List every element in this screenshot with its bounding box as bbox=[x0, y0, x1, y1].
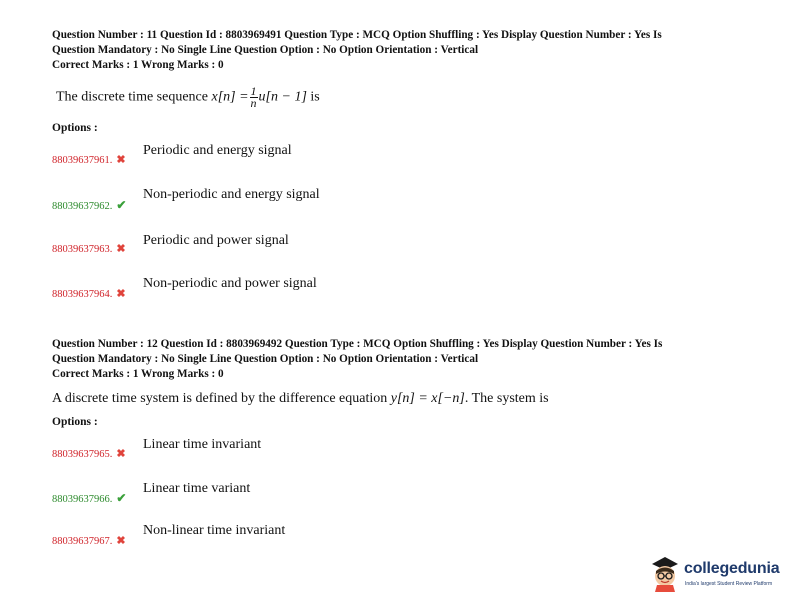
brand-name: collegedunia bbox=[684, 560, 780, 577]
cross-icon: ✖ bbox=[116, 535, 126, 547]
check-icon: ✔ bbox=[116, 198, 127, 212]
fraction bbox=[250, 86, 258, 109]
cross-icon: ✖ bbox=[116, 243, 126, 255]
frac-den: n bbox=[250, 96, 257, 110]
option-id: 88039637967. ✖ bbox=[52, 535, 126, 547]
option-text: Linear time invariant bbox=[143, 437, 262, 452]
question-prefix: A discrete time system is defined by the difference equation bbox=[52, 391, 388, 406]
option-text: Periodic and power signal bbox=[143, 233, 289, 248]
question-suffix: is bbox=[310, 89, 320, 105]
expr-lhs: x[n] = bbox=[211, 89, 249, 105]
brand-tagline: India's largest Student Review Platform bbox=[685, 581, 773, 587]
options-label: Options : bbox=[52, 122, 98, 134]
option-text: Non-linear time invariant bbox=[143, 523, 286, 538]
meta-line-1: Question Number : 12 Question Id : 8803969492 Question Type : MCQ Option Shuffling : Yes Display Question Number : Yes Is bbox=[52, 338, 663, 350]
cross-icon: ✖ bbox=[116, 154, 126, 166]
option-id: 88039637961. ✖ bbox=[52, 154, 126, 166]
marks-line: Correct Marks : 1 Wrong Marks : 0 bbox=[52, 368, 224, 380]
check-icon: ✔ bbox=[116, 491, 127, 505]
option-text: Linear time variant bbox=[143, 481, 251, 496]
option-id: 88039637963. ✖ bbox=[52, 243, 126, 255]
meta-line-1: Question Number : 11 Question Id : 8803969491 Question Type : MCQ Option Shuffling : Yes Display Question Number : Yes Is bbox=[52, 29, 662, 41]
option-text: Non-periodic and power signal bbox=[143, 276, 317, 291]
option-text: Periodic and energy signal bbox=[143, 143, 292, 158]
collegedunia-logo bbox=[648, 552, 788, 596]
option-id: 88039637965. ✖ bbox=[52, 448, 126, 460]
question-text bbox=[56, 86, 320, 109]
option-text: Non-periodic and energy signal bbox=[143, 187, 320, 202]
marks-line: Correct Marks : 1 Wrong Marks : 0 bbox=[52, 59, 224, 71]
option-id: 88039637966. ✔ bbox=[52, 491, 127, 505]
option-id: 88039637964. ✖ bbox=[52, 288, 126, 300]
cross-icon: ✖ bbox=[116, 448, 126, 460]
meta-line-2: Question Mandatory : No Single Line Question Option : No Option Orientation : Vertical bbox=[52, 353, 479, 365]
question-suffix: . The system is bbox=[464, 391, 549, 406]
option-id: 88039637962. ✔ bbox=[52, 198, 127, 212]
mascot-icon bbox=[648, 552, 682, 592]
question-text bbox=[52, 391, 549, 407]
meta-line-2: Question Mandatory : No Single Line Question Option : No Option Orientation : Vertical bbox=[52, 44, 479, 56]
frac-num: 1 bbox=[250, 84, 257, 98]
expr-rhs: u[n − 1] bbox=[258, 89, 307, 105]
expr: y[n] = x[−n] bbox=[390, 391, 465, 406]
question-meta bbox=[52, 337, 752, 382]
cross-icon: ✖ bbox=[116, 288, 126, 300]
question-prefix: The discrete time sequence bbox=[56, 89, 208, 105]
question-meta bbox=[52, 28, 752, 73]
options-label: Options : bbox=[52, 416, 98, 428]
